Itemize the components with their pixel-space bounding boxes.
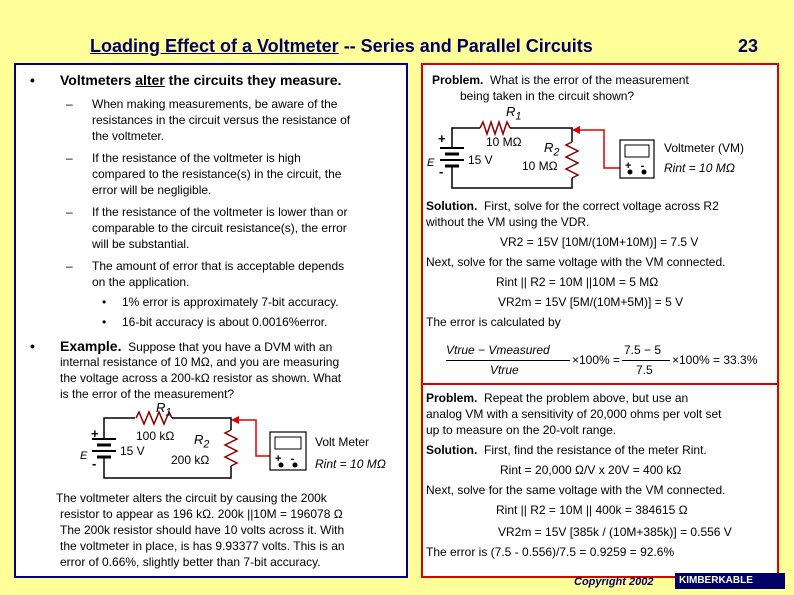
sub-item-line: comparable to the circuit resistance(s), the error [92,221,347,235]
source-value: 15 V [468,153,493,167]
error-label: The error is calculated by [426,315,561,329]
source-name: E [80,450,88,462]
fraction-bar [622,360,670,361]
formula-result: ×100% = 33.3% [672,353,758,367]
sub-item-line: If the resistance of the voltmeter is high [92,151,301,165]
logo: KIMBERKABLE [675,573,785,589]
problem2-line: Problem. Repeat the problem above, but use an [426,391,689,405]
battery-plus: + [91,426,99,441]
example-line: the voltage across a 200-kΩ resistor as shown. What [60,371,342,385]
title-sub: -- Series and Parallel Circuits [338,36,593,56]
fraction-bar [446,360,570,361]
title-main: Loading Effect of a Voltmeter [90,36,339,56]
sub-dash: – [66,97,73,111]
sub-dash: – [66,151,73,165]
equation: Rint || R2 = 10M || 400k = 384615 Ω [496,503,688,517]
r2-value: 200 kΩ [171,453,210,467]
meter-terminals: + - [275,453,295,465]
sub-item-line: the voltmeter. [92,129,165,143]
next-step: Next, solve for the same voltage with the VM connected. [426,483,726,497]
formula-den-left: Vtrue [490,363,519,377]
source-name: E [427,157,435,169]
formula-num-right: 7.5 − 5 [624,343,662,357]
meter-label: Volt Meter [315,435,370,449]
sub-dash: – [66,205,73,219]
equation: VR2m = 15V [5M/(10M+5M)] = 5 V [498,295,684,309]
sub-item-line: resistances in the circuit versus the resistance of [92,113,351,127]
conclusion-line: The voltmeter alters the circuit by causing the 200k [56,491,327,505]
formula-times: ×100% = [572,353,621,367]
formula-den-right: 7.5 [636,363,653,377]
r2-label: $R_2$ [544,140,560,159]
sub-item-line: If the resistance of the voltmeter is lower than or [92,205,348,219]
sub-item-line: on the application. [92,275,190,289]
source-value: 15 V [120,444,145,458]
conclusion-line: The 200k resistor should have 10 volts across it. With [60,523,345,537]
r1-value: 100 kΩ [136,429,175,443]
conclusion-line: the voltmeter in place, is has 9.93377 volts. This is an [60,539,345,553]
sub-dash: – [66,259,73,273]
sub-item-line: The amount of error that is acceptable depends [92,259,345,273]
bullet-dot: • [30,338,35,354]
meter-terminals: + - [625,160,645,172]
equation: VR2 = 15V [10M/(10M+10M)] = 7.5 V [500,235,699,249]
problem1-line: Problem. What is the error of the measurement [432,73,689,87]
r1-value: 10 MΩ [486,135,522,149]
conclusion-line: resistor to appear as 196 kΩ. 200k ||10M = 196078 Ω [60,507,343,521]
solution1-line: Solution. First, solve for the correct voltage across R2 [426,199,719,213]
r1-label: $R_1$ [156,400,172,419]
battery-minus: - [92,456,97,471]
next-step: Next, solve for the same voltage with the VM connected. [426,255,726,269]
error-result: The error is (7.5 - 0.556)/7.5 = 0.9259 = 92.6% [426,545,675,559]
meter-rint: Rint = 10 MΩ [315,457,386,471]
solution2-line: Solution. First, find the resistance of the meter Rint. [426,443,707,457]
sub-item-line: compared to the resistance(s) in the circuit, the [92,167,342,181]
battery-minus: - [439,164,444,179]
subsub-item: 1% error is approximately 7-bit accuracy. [122,295,339,309]
meter-rint: Rint = 10 MΩ [664,161,735,175]
r2-value: 10 MΩ [522,159,558,173]
battery-plus: + [438,131,446,146]
problem2-line: analog VM with a sensitivity of 20,000 ohms per volt set [426,407,722,421]
subsub-dot: • [102,315,107,329]
bullet-dot: • [30,72,35,88]
formula-num-left: Vtrue − Vmeasured [446,343,550,357]
sub-item-line: When making measurements, be aware of the [92,97,338,111]
meter-label: Voltmeter (VM) [664,141,745,155]
equation: Rint || R2 = 10M ||10M = 5 MΩ [496,275,659,289]
r2-label: $R_2$ [194,432,210,451]
copyright: Copyright 2002 [574,576,654,588]
subsub-item: 16-bit accuracy is about 0.0016%error. [122,315,328,329]
problem2-line: up to measure on the 20-volt range. [426,423,617,437]
subsub-dot: • [102,295,107,309]
conclusion-line: error of 0.66%, slightly better than 7-bit accuracy. [60,555,321,569]
r1-label: $R_1$ [506,104,522,123]
page-number: 23 [738,36,759,56]
sub-item-line: will be substantial. [92,237,190,251]
equation: Rint = 20,000 Ω/V x 20V = 400 kΩ [500,463,682,477]
solution1-line: without the VM using the VDR. [426,215,590,229]
equation: VR2m = 15V [385k / (10M+385k)] = 0.556 V [498,525,732,539]
example-line: is the error of the measurement? [60,387,235,401]
sub-item-line: error will be negligible. [92,183,212,197]
example-line: Example. Suppose that you have a DVM with an [60,338,333,354]
problem1-line: being taken in the circuit shown? [460,89,635,103]
example-line: internal resistance of 10 MΩ, and you are measuring [60,355,340,369]
bullet-voltmeters-alter: Voltmeters alter the circuits they measure. [60,72,342,88]
